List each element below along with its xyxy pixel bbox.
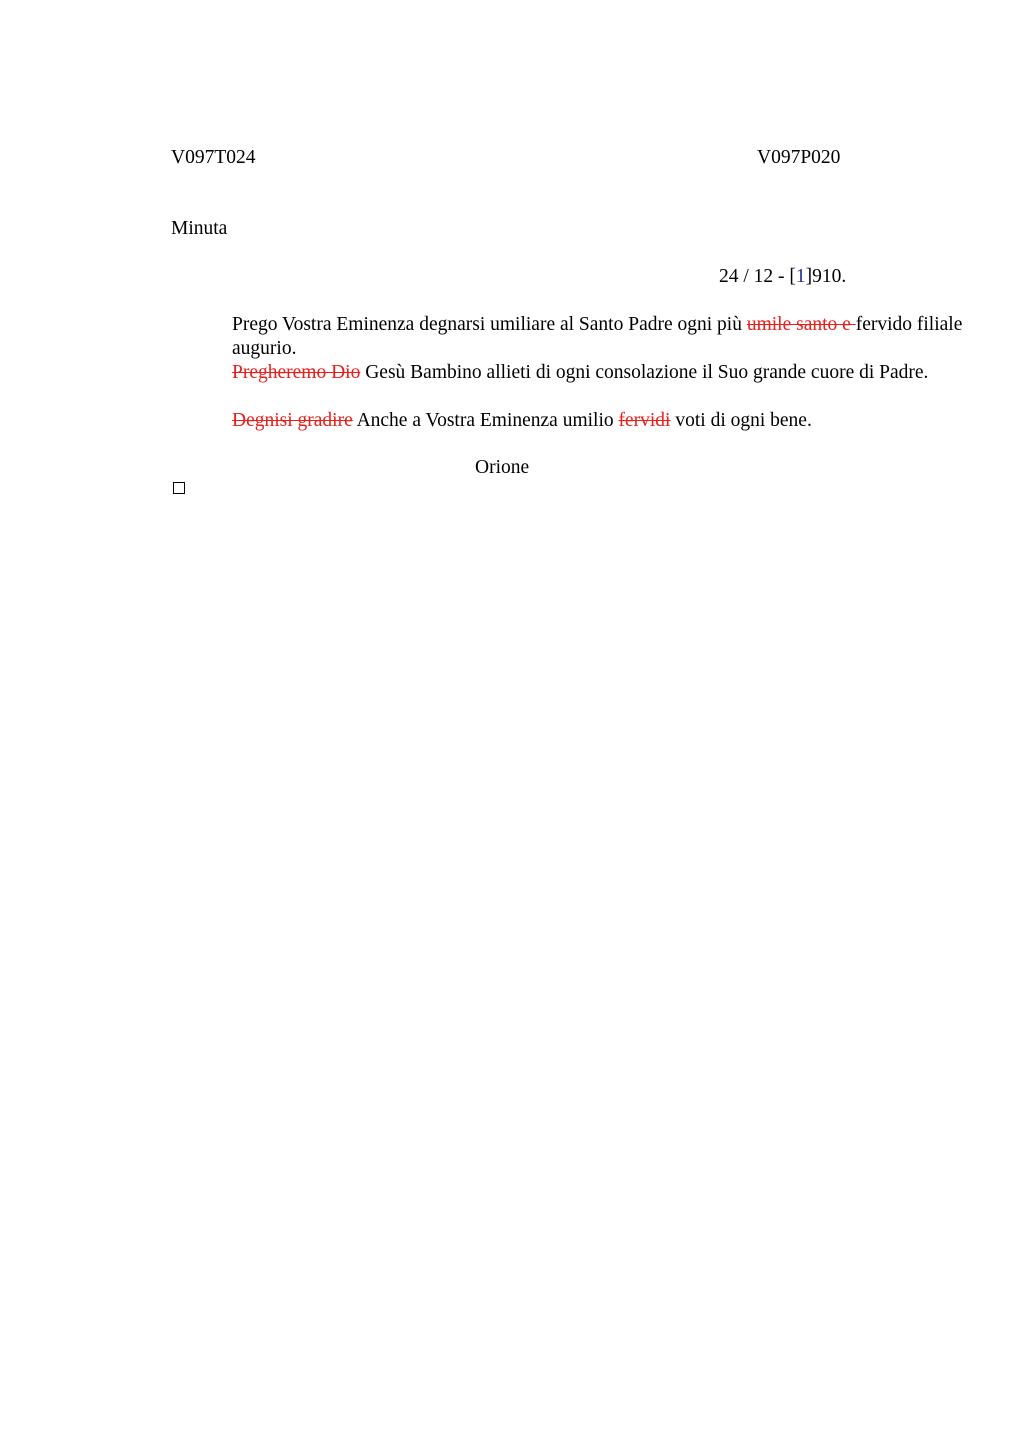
paragraph-1-deletion: umile santo e bbox=[746, 314, 856, 335]
date-editorial-insert: 1 bbox=[795, 266, 806, 287]
date-prefix: 24 / 12 - [ bbox=[719, 266, 796, 287]
paragraph-1-text-a: Prego Vostra Eminenza degnarsi umiliare al Santo Padre ogni più bbox=[232, 314, 747, 335]
paragraph-3-deletion-b: fervidi bbox=[618, 410, 671, 431]
paragraph-1-text-b: fervido filiale augurio. bbox=[232, 314, 963, 359]
paragraph-3 bbox=[171, 409, 977, 433]
archive-code-right: V097P020 bbox=[757, 147, 841, 168]
letter-date bbox=[719, 265, 846, 289]
paragraph-2-deletion: Pregheremo Dio bbox=[232, 362, 361, 383]
paragraph-3-text-b: voti di ogni bene. bbox=[670, 410, 812, 431]
paragraph-3-deletion-a: Degnisi gradire bbox=[232, 410, 353, 431]
archive-code-left: V097T024 bbox=[171, 147, 256, 168]
document-type-label: Minuta bbox=[171, 218, 228, 239]
paragraph-1 bbox=[171, 313, 977, 361]
signature: Orione bbox=[475, 457, 530, 478]
paragraph-2 bbox=[171, 361, 977, 385]
paragraph-2-text: Gesù Bambino allieti di ogni consolazione il Suo grande cuore di Padre. bbox=[360, 362, 929, 383]
paragraph-3-text-a: Anche a Vostra Eminenza umilio bbox=[352, 410, 619, 431]
checkbox-square-icon bbox=[173, 482, 185, 494]
date-suffix: ]910. bbox=[805, 266, 847, 287]
